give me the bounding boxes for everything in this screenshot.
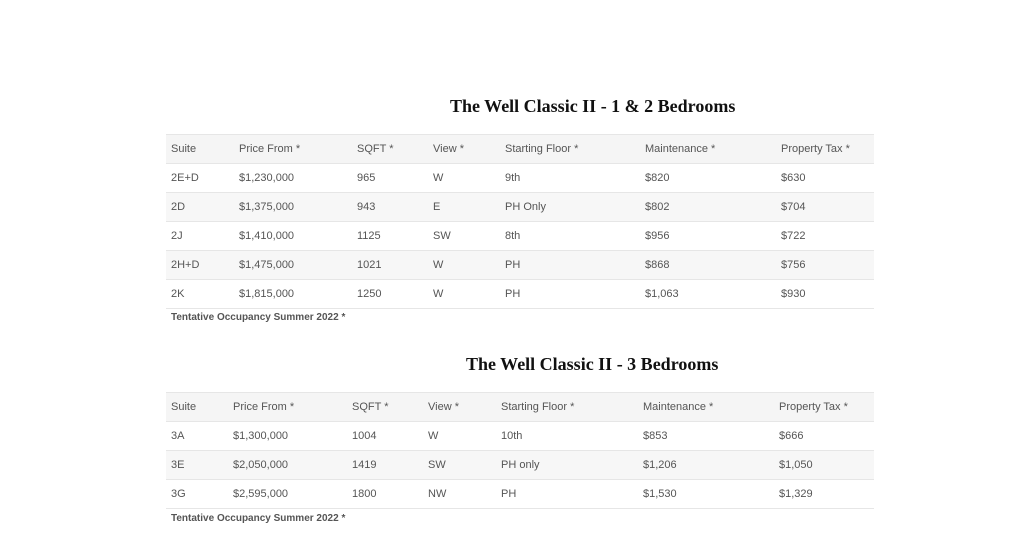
cell-suite: 2E+D [166, 164, 234, 193]
column-header-starting-floor: Starting Floor * [496, 393, 638, 422]
cell-starting-floor: PH only [496, 451, 638, 480]
cell-price: $1,375,000 [234, 193, 352, 222]
column-header-property-tax: Property Tax * [774, 393, 874, 422]
cell-suite: 2D [166, 193, 234, 222]
cell-starting-floor: 10th [496, 422, 638, 451]
cell-view: SW [423, 451, 496, 480]
cell-price: $1,300,000 [228, 422, 347, 451]
cell-property-tax: $1,329 [774, 480, 874, 509]
table-row [166, 451, 874, 480]
cell-sqft: 1021 [352, 251, 428, 280]
cell-starting-floor: PH [496, 480, 638, 509]
cell-view: SW [428, 222, 500, 251]
cell-property-tax: $930 [776, 280, 874, 309]
section-title: The Well Classic II - 1 & 2 Bedrooms [450, 96, 736, 116]
cell-suite: 3E [166, 451, 228, 480]
cell-property-tax: $1,050 [774, 451, 874, 480]
cell-property-tax: $722 [776, 222, 874, 251]
cell-property-tax: $704 [776, 193, 874, 222]
occupancy-note: Tentative Occupancy Summer 2022 * [171, 312, 346, 323]
cell-maintenance: $853 [638, 422, 774, 451]
cell-property-tax: $630 [776, 164, 874, 193]
cell-view: NW [423, 480, 496, 509]
cell-suite: 3G [166, 480, 228, 509]
cell-suite: 2J [166, 222, 234, 251]
cell-suite: 2H+D [166, 251, 234, 280]
cell-starting-floor: PH Only [500, 193, 640, 222]
column-header-property-tax: Property Tax * [776, 135, 874, 164]
column-header-view: View * [428, 135, 500, 164]
column-header-sqft: SQFT * [347, 393, 423, 422]
cell-sqft: 965 [352, 164, 428, 193]
cell-view: E [428, 193, 500, 222]
table-row [166, 251, 874, 280]
cell-sqft: 1250 [352, 280, 428, 309]
pricing-table [166, 392, 874, 509]
cell-suite: 2K [166, 280, 234, 309]
cell-maintenance: $1,063 [640, 280, 776, 309]
cell-price: $1,410,000 [234, 222, 352, 251]
column-header-price-from: Price From * [228, 393, 347, 422]
cell-starting-floor: PH [500, 280, 640, 309]
table-row [166, 164, 874, 193]
cell-suite: 3A [166, 422, 228, 451]
pricing-table [166, 134, 874, 309]
column-header-price-from: Price From * [234, 135, 352, 164]
cell-starting-floor: PH [500, 251, 640, 280]
cell-maintenance: $1,530 [638, 480, 774, 509]
cell-maintenance: $1,206 [638, 451, 774, 480]
cell-property-tax: $756 [776, 251, 874, 280]
occupancy-note: Tentative Occupancy Summer 2022 * [171, 513, 346, 524]
cell-starting-floor: 9th [500, 164, 640, 193]
column-header-suite: Suite [166, 393, 228, 422]
cell-maintenance: $802 [640, 193, 776, 222]
cell-price: $2,595,000 [228, 480, 347, 509]
cell-view: W [428, 280, 500, 309]
cell-sqft: 1800 [347, 480, 423, 509]
column-header-suite: Suite [166, 135, 234, 164]
cell-maintenance: $868 [640, 251, 776, 280]
column-header-sqft: SQFT * [352, 135, 428, 164]
cell-price: $1,475,000 [234, 251, 352, 280]
cell-sqft: 943 [352, 193, 428, 222]
section-title: The Well Classic II - 3 Bedrooms [466, 354, 719, 374]
cell-starting-floor: 8th [500, 222, 640, 251]
cell-price: $2,050,000 [228, 451, 347, 480]
table-row [166, 422, 874, 451]
cell-price: $1,815,000 [234, 280, 352, 309]
cell-price: $1,230,000 [234, 164, 352, 193]
column-header-view: View * [423, 393, 496, 422]
cell-maintenance: $820 [640, 164, 776, 193]
cell-sqft: 1004 [347, 422, 423, 451]
cell-sqft: 1125 [352, 222, 428, 251]
cell-property-tax: $666 [774, 422, 874, 451]
cell-maintenance: $956 [640, 222, 776, 251]
cell-view: W [423, 422, 496, 451]
column-header-maintenance: Maintenance * [638, 393, 774, 422]
cell-view: W [428, 251, 500, 280]
table-row [166, 222, 874, 251]
cell-sqft: 1419 [347, 451, 423, 480]
table-header-row [166, 135, 874, 164]
table-row [166, 280, 874, 309]
table-row [166, 480, 874, 509]
table-row [166, 193, 874, 222]
column-header-maintenance: Maintenance * [640, 135, 776, 164]
cell-view: W [428, 164, 500, 193]
table-header-row [166, 393, 874, 422]
column-header-starting-floor: Starting Floor * [500, 135, 640, 164]
